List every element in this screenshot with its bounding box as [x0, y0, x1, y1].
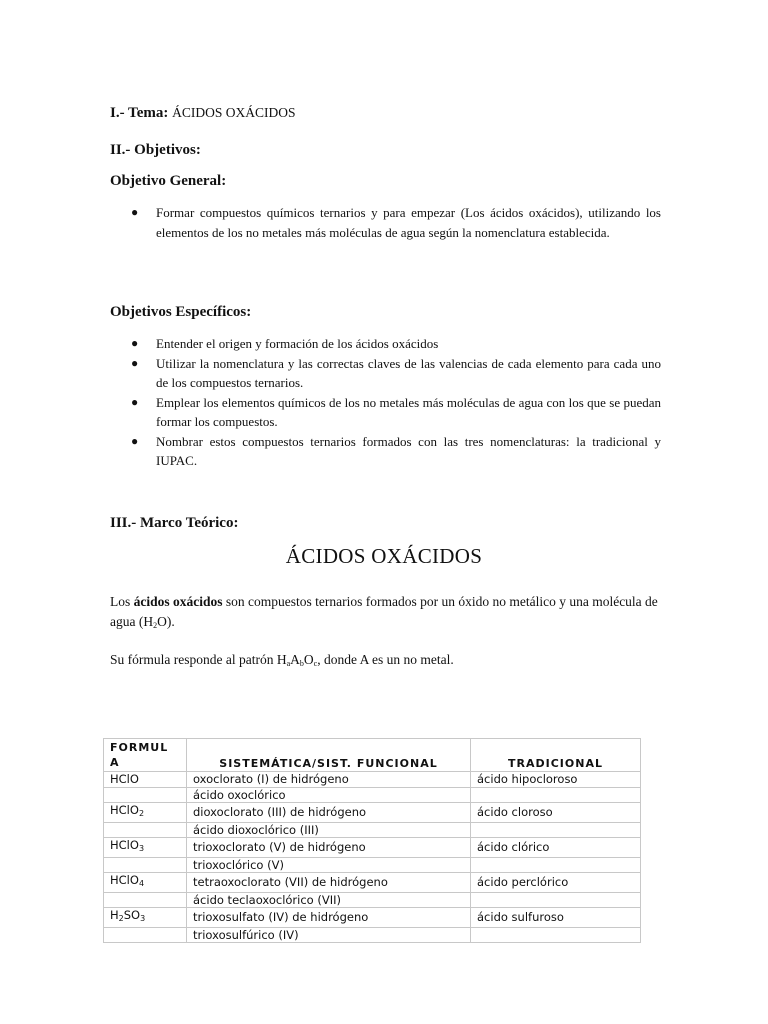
subscript: c [313, 659, 318, 668]
sistematica-cell: trioxoclorato (V) de hidrógeno [187, 838, 471, 858]
para-text: son compuestos ternarios formados por un óxido no metálico y una molécula de agua (H [110, 594, 658, 629]
formula-paragraph [110, 650, 670, 674]
tradicional-cell-empty [471, 892, 641, 908]
table-header-row [104, 739, 641, 772]
tradicional-cell-empty [471, 927, 641, 943]
header-tradicional: TRADICIONAL [471, 739, 641, 772]
formula-cell-empty [104, 822, 187, 838]
tema-line [110, 105, 295, 122]
sistematica-cell: ácido oxoclórico [187, 787, 471, 803]
para-bold-term: ácidos oxácidos [133, 594, 223, 609]
subscript: b [299, 659, 304, 668]
formula-cell-empty [104, 857, 187, 873]
para-text: O [303, 652, 314, 667]
subscript: a [286, 659, 291, 668]
list-item [131, 393, 661, 432]
objetivo-general-heading: Objetivo General: [110, 173, 227, 189]
formula-cell-empty [104, 927, 187, 943]
tradicional-cell: ácido clórico [471, 838, 641, 858]
bullet-icon: ● [131, 394, 139, 409]
formula-cell-empty [104, 787, 187, 803]
list-item-text: Formar compuestos químicos ternarios y para empezar (Los ácidos oxácidos), utilizando los elementos de los no metales más moléculas de agua según la nomenclatura establecida. [156, 205, 661, 240]
objetivo-general-list [131, 203, 661, 242]
list-item-text: Emplear los elementos químicos de los no metales más moléculas de agua con los que se puedan formar los compuestos. [156, 394, 661, 429]
tradicional-cell: ácido perclórico [471, 873, 641, 893]
para-text: A [290, 652, 300, 667]
section-title: ÁCIDOS OXÁCIDOS [285, 544, 483, 568]
table-row [104, 892, 641, 908]
objetivos-especificos-list [131, 334, 661, 471]
tradicional-cell: ácido cloroso [471, 803, 641, 823]
para-text: Los [110, 594, 134, 609]
list-item [131, 334, 661, 354]
list-item [131, 203, 661, 242]
header-formula: FORMUL A [104, 739, 187, 772]
list-item-text: Entender el origen y formación de los ácidos oxácidos [156, 336, 439, 351]
sistematica-cell: oxoclorato (I) de hidrógeno [187, 772, 471, 788]
bullet-icon: ● [131, 355, 139, 370]
sistematica-cell: trioxoclórico (V) [187, 857, 471, 873]
table-row [104, 908, 641, 928]
table-row [104, 857, 641, 873]
bullet-icon: ● [131, 433, 139, 448]
list-item [131, 354, 661, 393]
table-row [104, 787, 641, 803]
list-item-text: Nombrar estos compuestos ternarios formados con las tres nomenclaturas: la tradicional y IUPAC. [156, 433, 661, 468]
sistematica-cell: ácido teclaoxoclórico (VII) [187, 892, 471, 908]
formula-cell: HClO [104, 772, 187, 788]
bullet-icon: ● [131, 205, 139, 219]
table-row [104, 822, 641, 838]
marco-teorico-heading: III.- Marco Teórico: [110, 515, 239, 531]
sistematica-cell: trioxosulfato (IV) de hidrógeno [187, 908, 471, 928]
table-row [104, 803, 641, 823]
table-row [104, 873, 641, 893]
formula-cell: HClO$_4$ [104, 873, 187, 893]
list-item-text: Utilizar la nomenclatura y las correctas claves de las valencias de cada elemento para cada uno de los compuestos ternarios. [156, 355, 661, 390]
nomenclature-table [103, 738, 641, 943]
sistematica-cell: trioxosulfúrico (IV) [187, 927, 471, 943]
para-text: O). [157, 614, 175, 629]
formula-cell-empty [104, 892, 187, 908]
formula-cell: $H_2SO_3$ [104, 908, 187, 928]
objetivos-especificos-heading: Objetivos Específicos: [110, 304, 252, 320]
list-item [131, 432, 661, 471]
bullet-icon: ● [131, 336, 139, 350]
formula-cell: HClO$_3$ [104, 838, 187, 858]
tema-label: I.- Tema: [110, 105, 169, 121]
formula-cell: HClO$_2$ [104, 803, 187, 823]
sistematica-cell: dioxoclorato (III) de hidrógeno [187, 803, 471, 823]
tradicional-cell-empty [471, 787, 641, 803]
subscript: 2 [153, 621, 158, 630]
definition-paragraph [110, 592, 670, 636]
sistematica-cell: tetraoxoclorato (VII) de hidrógeno [187, 873, 471, 893]
header-sistematica: SISTEMÁTICA/SIST. FUNCIONAL [187, 739, 471, 772]
tradicional-cell: ácido sulfuroso [471, 908, 641, 928]
sistematica-cell: ácido dioxoclórico (III) [187, 822, 471, 838]
tema-value: ÁCIDOS OXÁCIDOS [172, 105, 296, 120]
table-row [104, 772, 641, 788]
objetivos-heading: II.- Objetivos: [110, 142, 201, 158]
tradicional-cell-empty [471, 822, 641, 838]
table-body [104, 772, 641, 943]
table-row [104, 927, 641, 943]
tradicional-cell-empty [471, 857, 641, 873]
para-text: Su fórmula responde al patrón H [110, 652, 287, 667]
tradicional-cell: ácido hipocloroso [471, 772, 641, 788]
para-text: , donde A es un no metal. [317, 652, 454, 667]
table-row [104, 838, 641, 858]
